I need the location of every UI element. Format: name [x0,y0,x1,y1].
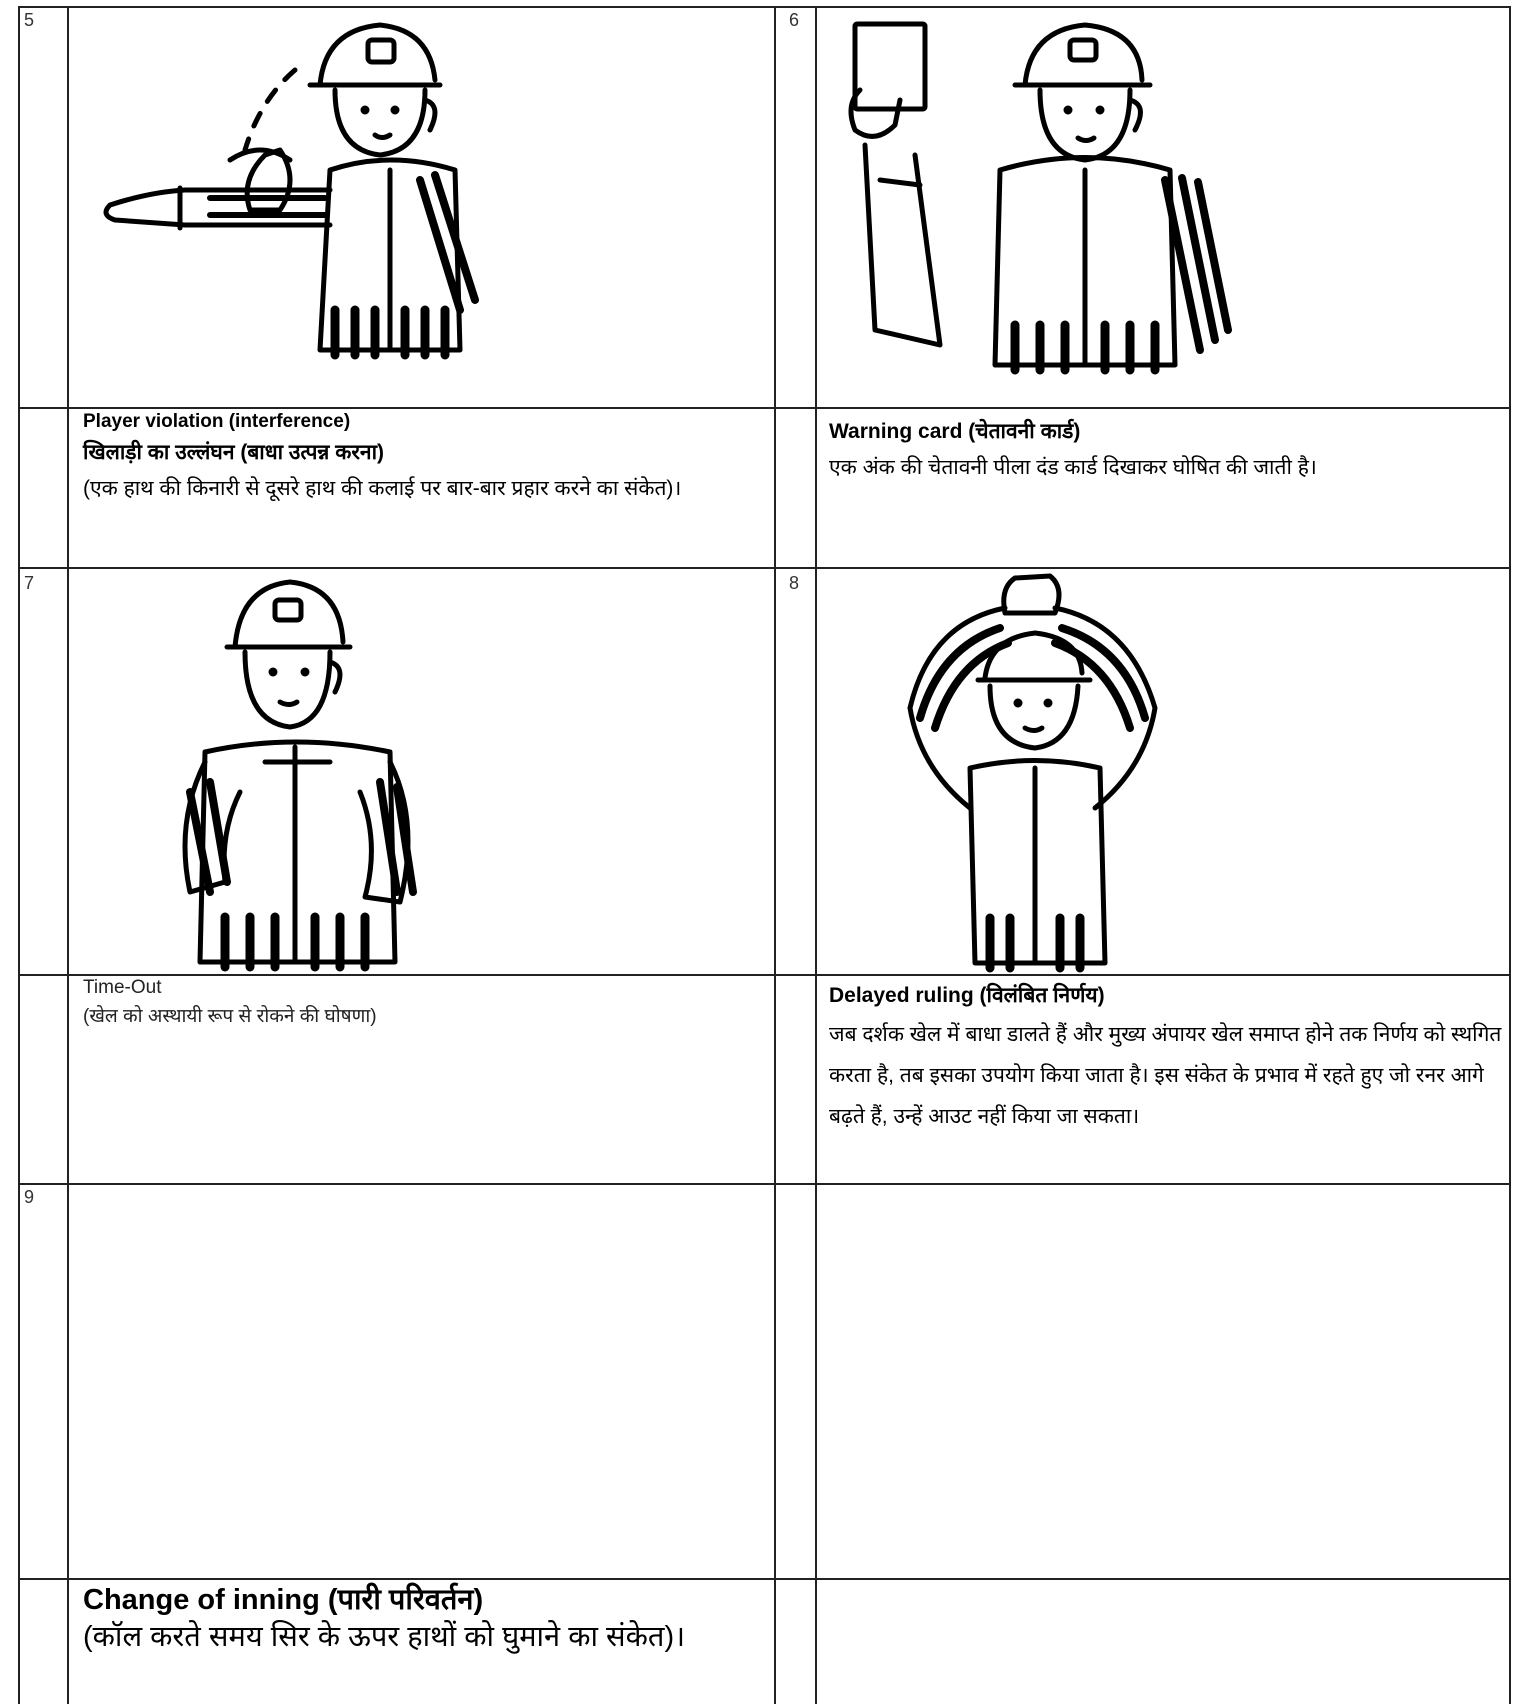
table-rule [18,6,1511,8]
signal-number: 6 [789,10,800,30]
warning-card-referee-figure-icon [830,10,1250,400]
signal-title: Change of inning (पारी परिवर्तन) [83,1584,484,1616]
table-rule [18,1578,1511,1580]
table-rule [815,6,817,1704]
signal-caption [83,409,763,507]
signal-title: Warning card (चेतावनी कार्ड) [829,420,1081,443]
signal-title: Delayed ruling (विलंबित निर्णय) [829,984,1105,1007]
signal-description: जब दर्शक खेल में बाधा डालते हैं और मुख्य अंपायर खेल समाप्त होने तक निर्णय को स्थगित करता है, तब इसका उपयोग किया जाता है। इस संकेत के प्रभाव में रहते हुए जो रनर आगे बढ़ते हैं, उन्हें आउट नहीं किया जा सकता। [829,1023,1502,1128]
signal-number: 7 [24,573,35,593]
time-out-referee-figure-icon [165,572,435,972]
table-rule [18,567,1511,569]
signal-description: (खेल को अस्थायी रूप से रोकने की घोषणा) [83,1006,377,1027]
signal-caption [83,976,763,1034]
table-rule [774,6,776,1704]
signal-title: Time-Out [83,977,162,998]
delayed-ruling-referee-figure-icon [890,568,1180,973]
signal-caption [829,978,1504,1137]
player-violation-referee-figure-icon [90,10,510,390]
signal-title-hindi: खिलाड़ी का उल्लंघन (बाधा उत्पन्न करना) [83,441,385,464]
signal-number: 8 [789,573,800,593]
signal-description: (कॉल करते समय सिर के ऊपर हाथों को घुमाने का संकेत)। [83,1621,686,1653]
signal-number: 9 [24,1187,35,1207]
table-rule [67,6,69,1704]
signal-description: (एक हाथ की किनारी से दूसरे हाथ की कलाई पर बार-बार प्रहार करने का संकेत)। [83,477,682,500]
signal-caption [829,414,1504,486]
table-rule [18,1183,1511,1185]
signal-number: 5 [24,10,35,30]
signal-caption [83,1582,763,1656]
signal-title: Player violation (interference) [83,411,351,432]
table-rule [18,6,20,1704]
signal-description: एक अंक की चेतावनी पीला दंड कार्ड दिखाकर घोषित की जाती है। [829,456,1317,479]
table-rule [1509,6,1511,1704]
